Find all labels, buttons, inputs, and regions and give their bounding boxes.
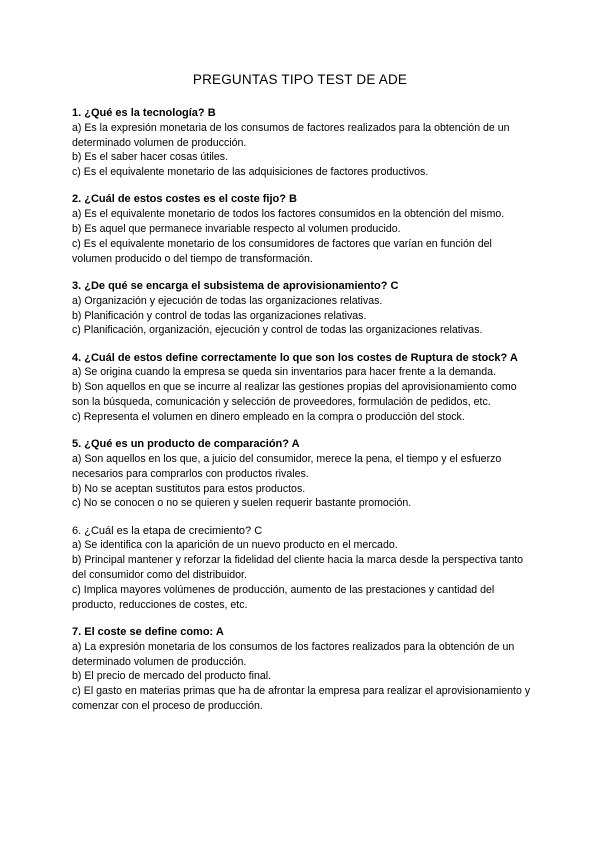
- answer-option-c: c) Planificación, organización, ejecución y control de todas las organizaciones relativas.: [72, 324, 483, 337]
- question-5: [72, 437, 532, 511]
- answer-option-b: b) Principal mantener y reforzar la fidelidad del cliente hacia la marca desde la perspectiva tanto del consumidor como del distribuidor.: [72, 554, 524, 582]
- answer-option-a: a) Es el equivalente monetario de todos los factores consumidos en la obtención del mismo.: [72, 208, 505, 221]
- question-heading: 5. ¿Qué es un producto de comparación? A: [72, 438, 300, 451]
- question-4: [72, 351, 532, 425]
- question-7: [72, 625, 532, 714]
- question-heading: 7. El coste se define como: A: [72, 625, 224, 638]
- page-title: PREGUNTAS TIPO TEST DE ADE: [192, 72, 408, 87]
- answer-option-c: c) Implica mayores volúmenes de producción, aumento de las prestaciones y cantidad del producto, reducciones de costes, etc.: [72, 583, 495, 611]
- answer-option-b: b) Es aquel que permanece invariable respecto al volumen producido.: [72, 223, 401, 236]
- answer-option-c: c) No se conocen o no se quieren y suelen requerir bastante promoción.: [72, 497, 412, 510]
- question-list: [72, 106, 532, 726]
- answer-option-a: a) Es la expresión monetaria de los consumos de factores realizados para la obtención de un determinado volumen de producción.: [72, 121, 510, 149]
- answer-option-b: b) El precio de mercado del producto final.: [72, 670, 272, 683]
- question-heading: 2. ¿Cuál de estos costes es el coste fijo? B: [72, 193, 297, 206]
- answer-option-a: a) Se origina cuando la empresa se queda sin inventarios para hacer frente a la demanda.: [72, 366, 497, 379]
- question-heading: 1. ¿Qué es la tecnología? B: [72, 107, 216, 119]
- answer-option-b: b) Es el saber hacer cosas útiles.: [72, 151, 229, 164]
- question-heading: 6. ¿Cuál es la etapa de crecimiento? C: [72, 524, 263, 537]
- answer-option-c: c) Representa el volumen en dinero empleado en la compra o producción del stock.: [72, 410, 465, 423]
- question-heading: 3. ¿De qué se encarga el subsistema de aprovisionamiento? C: [72, 279, 399, 292]
- answer-option-a: a) Se identifica con la aparición de un nuevo producto en el mercado.: [72, 539, 398, 552]
- answer-option-a: a) Son aquellos en los que, a juicio del consumidor, merece la pena, el tiempo y el esfuerzo necesarios para comprarlos con productos rivales.: [72, 452, 502, 480]
- question-3: [72, 279, 532, 338]
- answer-option-c: c) El gasto en materias primas que ha de afrontar la empresa para realizar el aprovisionamiento y comenzar con el proceso de producción.: [72, 685, 531, 712]
- answer-option-c: c) Es el equivalente monetario de los consumidores de factores que varían en función del volumen producido o del tiempo de transformación.: [72, 237, 492, 265]
- question-2: [72, 192, 532, 266]
- answer-option-b: b) Son aquellos en que se incurre al realizar las gestiones propias del aprovisionamiento como son la búsqueda, comunicación y selección de proveedores, formulación de pedidos, etc.: [72, 381, 517, 409]
- question-1: [72, 106, 532, 180]
- answer-option-b: b) Planificación y control de todas las organizaciones relativas.: [72, 309, 367, 322]
- question-heading: 4. ¿Cuál de estos define correctamente lo que son los costes de Ruptura de stock? A: [72, 351, 518, 364]
- answer-option-b: b) No se aceptan sustitutos para estos productos.: [72, 482, 306, 495]
- answer-option-a: a) Organización y ejecución de todas las organizaciones relativas.: [72, 294, 383, 307]
- answer-option-c: c) Es el equivalente monetario de las adquisiciones de factores productivos.: [72, 166, 429, 179]
- question-6: [72, 524, 532, 613]
- answer-option-a: a) La expresión monetaria de los consumos de los factores realizados para la obtención de un determinado volumen de producción.: [72, 640, 515, 668]
